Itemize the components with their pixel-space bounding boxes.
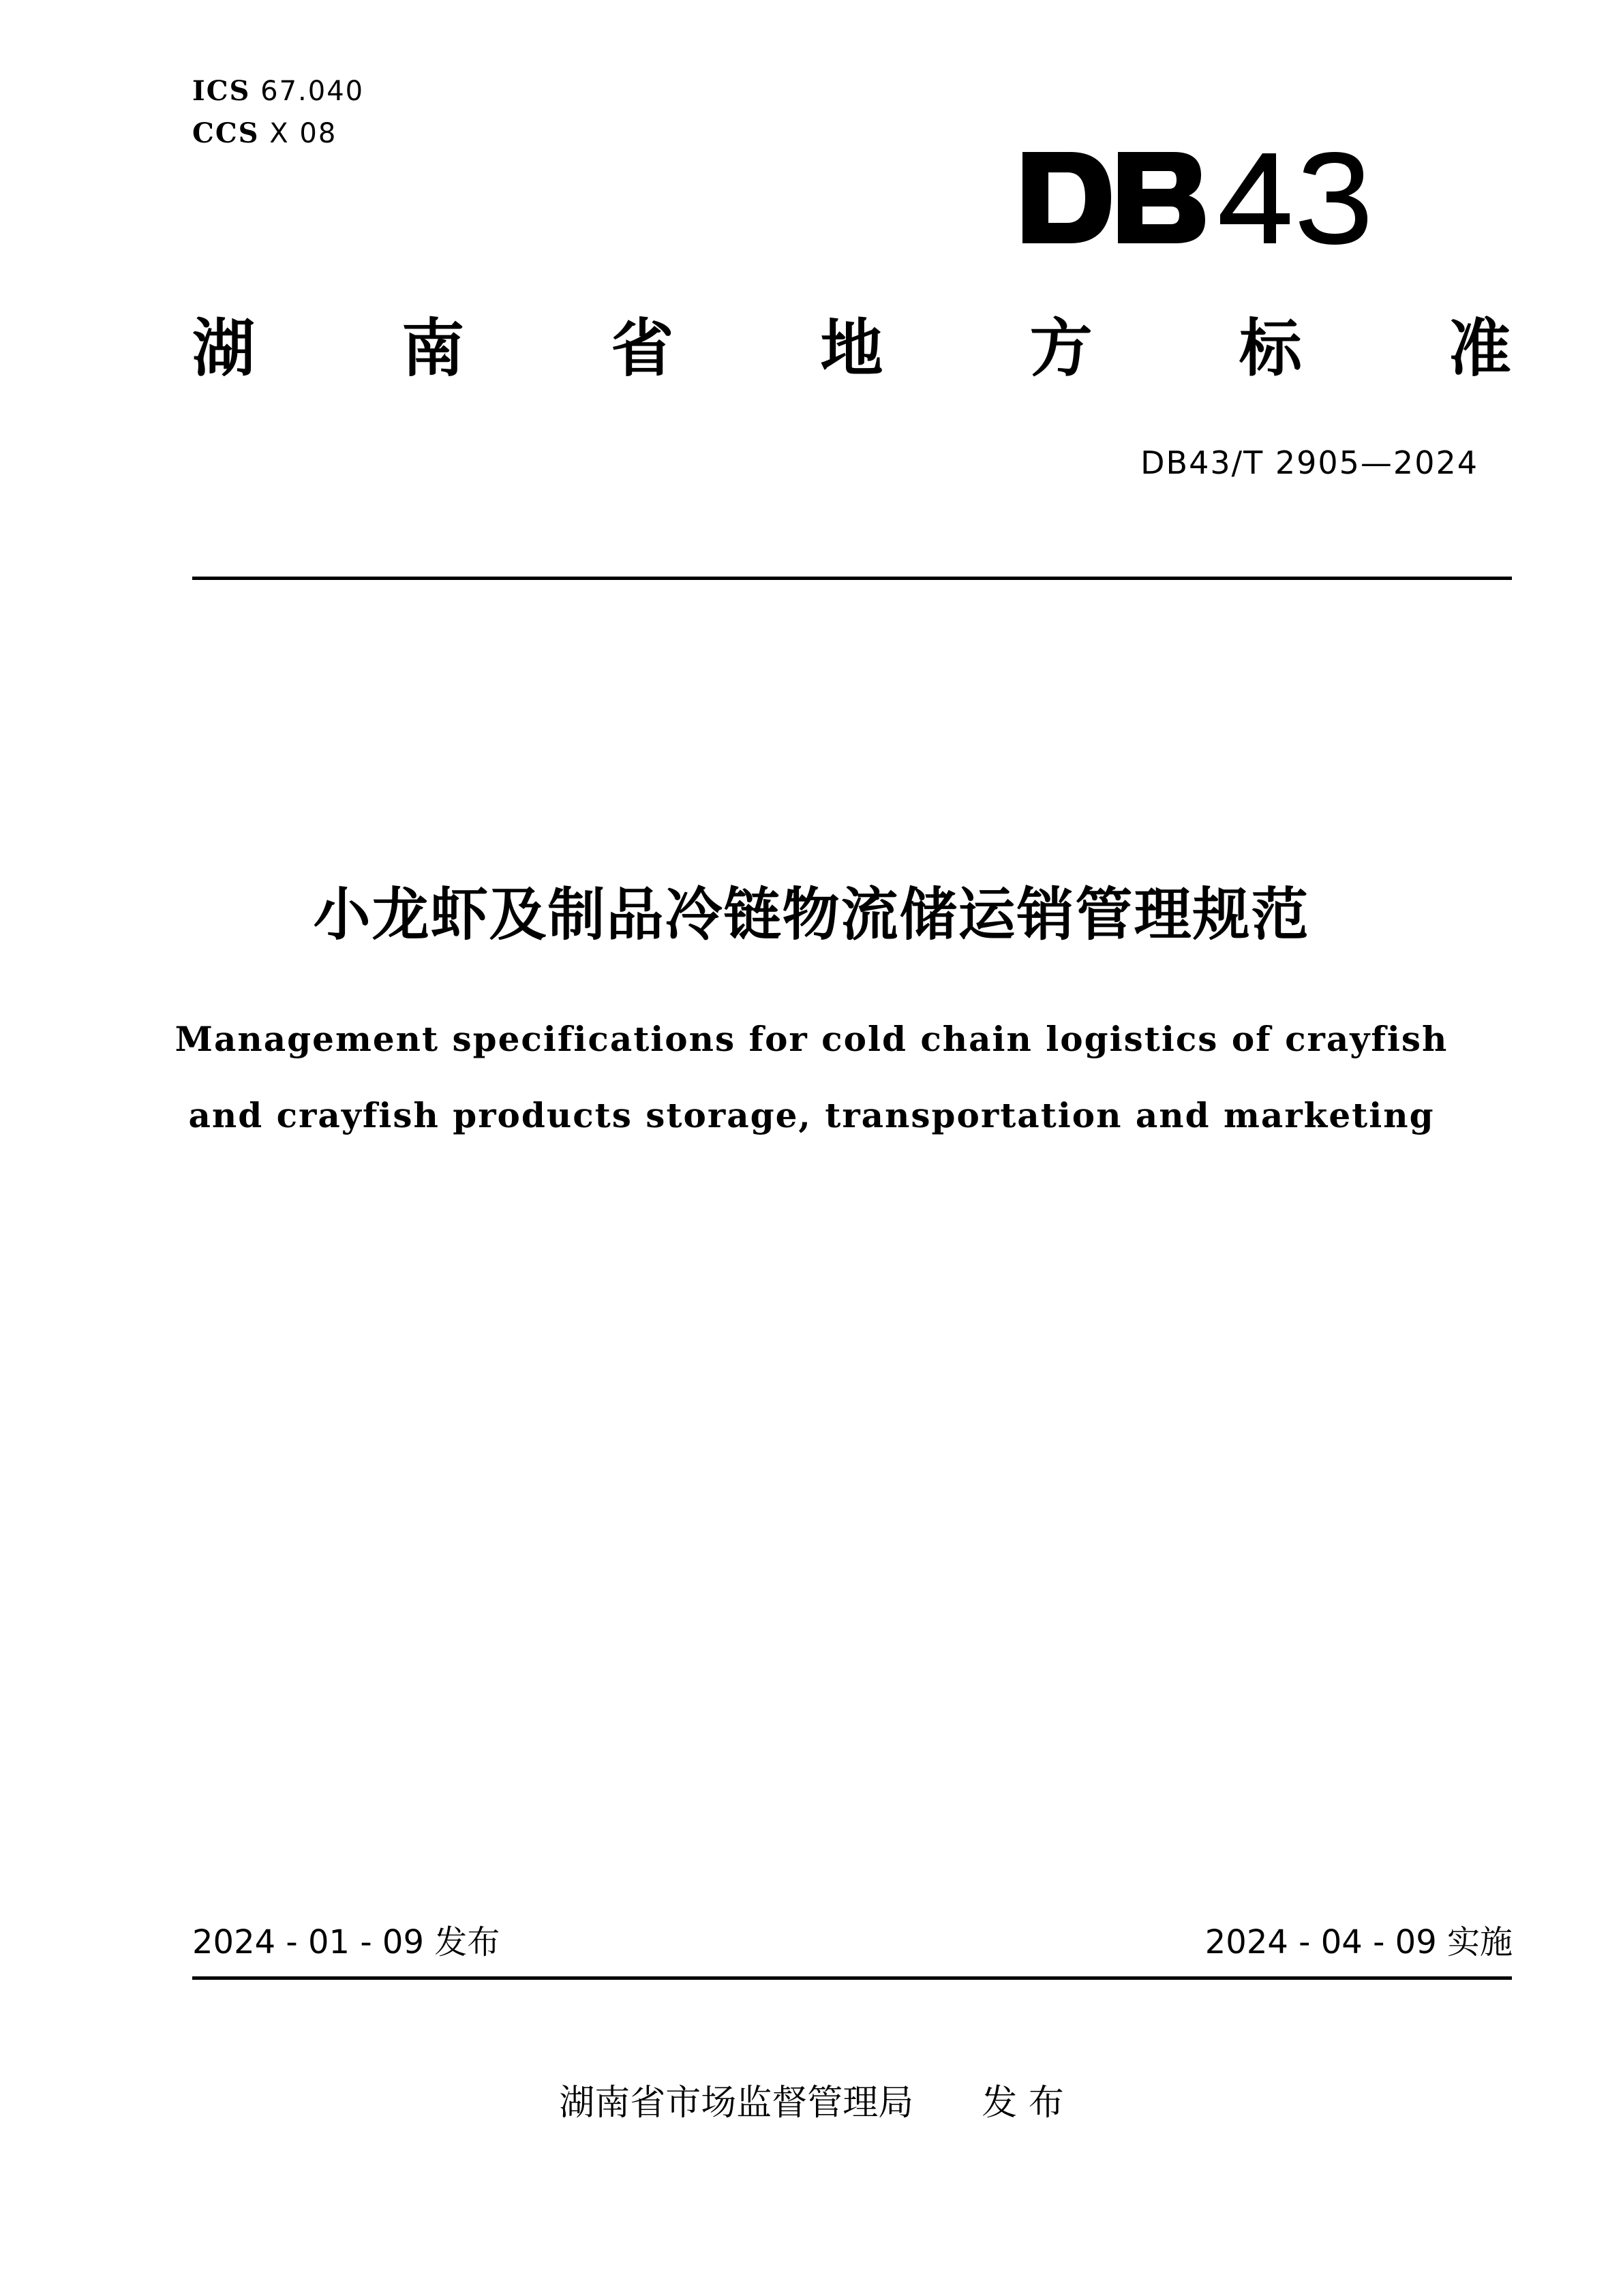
- ccs-label: CCS: [192, 117, 260, 149]
- standard-number: DB43/T 2905—2024: [1140, 444, 1478, 481]
- standard-type-heading: [192, 308, 1511, 390]
- publish-action: 发 布: [982, 2083, 1064, 2124]
- publisher-line: [0, 2083, 1623, 2124]
- standard-type-char: 准: [1448, 312, 1511, 385]
- document-title-chinese: 小龙虾及制品冷链物流储运销管理规范: [313, 881, 1310, 948]
- ccs-value: X 08: [269, 118, 337, 149]
- bottom-divider: [192, 1976, 1512, 1980]
- ics-label: ICS: [192, 75, 251, 107]
- document-title-english-line2: and crayfish products storage, transportation and marketing: [188, 1095, 1435, 1135]
- issue-date: 2024 - 01 - 09 发布: [192, 1923, 500, 1961]
- ccs-code: [192, 117, 337, 149]
- standard-type-char: 标: [1239, 312, 1302, 385]
- ics-code: [192, 75, 365, 107]
- ics-value: 67.040: [260, 76, 365, 107]
- standard-type-char: 南: [401, 312, 465, 385]
- standard-type-char: 省: [611, 312, 674, 385]
- standard-type-char: 地: [820, 312, 883, 385]
- document-title-english-line1: Management specifications for cold chain logistics of crayfish: [175, 1019, 1448, 1059]
- top-divider: [192, 577, 1512, 580]
- db43-logo: [1022, 147, 1377, 249]
- implementation-date: 2024 - 04 - 09 实施: [1204, 1923, 1513, 1961]
- publisher-name: 湖南省市场监督管理局: [559, 2083, 914, 2124]
- standard-type-char: 湖: [192, 312, 256, 385]
- standard-type-char: 方: [1029, 312, 1093, 385]
